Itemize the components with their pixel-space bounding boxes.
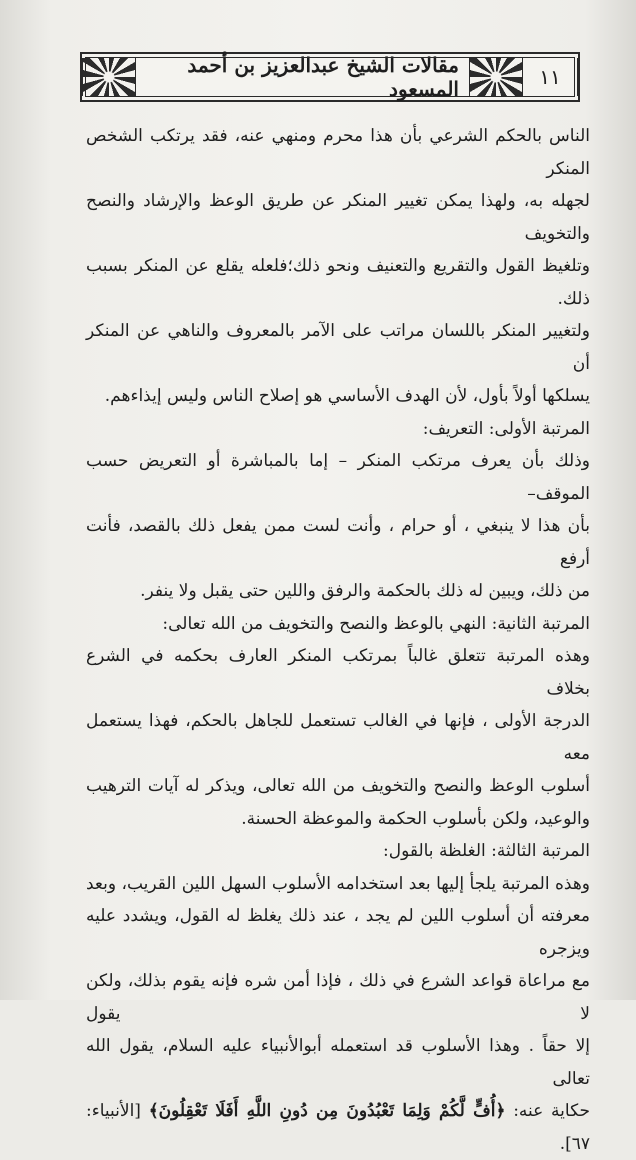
text-line: معرفته أن أسلوب اللين لم يجد ، عند ذلك يغلظ له القول، ويشدد عليه ويزجره <box>86 906 590 959</box>
text-line: لجهله به، ولهذا يمكن تغيير المنكر عن طريق الوعظ والإرشاد والنصح والتخويف <box>86 191 590 244</box>
ornament-right-icon <box>469 58 523 96</box>
text-line: وهذه المرتبة يلجأ إليها بعد استخدامه الأسلوب السهل اللين القريب، وبعد <box>86 873 590 894</box>
page-body <box>86 120 590 1160</box>
text-line: وذلك بأن يعرف مرتكب المنكر – إما بالمباشرة أو التعريض حسب الموقف– <box>86 451 590 504</box>
page-header <box>80 52 580 102</box>
text-line: وهذه المرتبة تتعلق غالباً بمرتكب المنكر العارف بحكمه في الشرع بخلاف <box>86 646 590 699</box>
text-line: يسلكها أولاً بأول، لأن الهدف الأساسي هو إصلاح الناس وليس إيذاءهم. <box>104 386 590 406</box>
text-line: بأن هذا لا ينبغي ، أو حرام ، وأنت لست ممن يفعل ذلك بالقصد، فأنت أرفع <box>86 516 590 569</box>
text-line: من ذلك، ويبين له ذلك بالحكمة والرفق واللين حتى يقبل ولا ينفر. <box>140 581 590 601</box>
text-line: أسلوب الوعظ والنصح والتخويف من الله تعالى، ويذكر له آيات الترهيب <box>86 776 590 796</box>
text-line: الناس بالحكم الشرعي بأن هذا محرم ومنهي عنه، فقد يرتكب الشخص المنكر <box>86 126 590 179</box>
ornament-left-icon <box>82 58 136 96</box>
text-line: مع مراعاة قواعد الشرع في ذلك ، فإذا أمن شره فإنه يقوم بذلك، ولكن لا يقول <box>86 971 590 1024</box>
text-line: الدرجة الأولى ، فإنها في الغالب تستعمل للجاهل بالحكم، فهذا يستعمل معه <box>86 711 590 764</box>
last-line-quran: ﴿أُفٍّ لَّكُمْ وَلِمَا تَعْبُدُونَ مِن دُونِ اللَّهِ أَفَلَا تَعْقِلُونَ﴾ <box>148 1101 506 1121</box>
text-line-quran <box>86 1095 590 1160</box>
text-line: المرتبة الأولى: التعريف: <box>422 418 590 439</box>
last-line-prefix: حكاية عنه: <box>505 1101 590 1121</box>
running-title: مقالات الشيخ عبدالعزيز بن أحمد المسعود <box>187 53 459 101</box>
text-line: إلا حقاً . وهذا الأسلوب قد استعمله أبوالأنبياء عليه السلام، يقول الله تعالى <box>86 1036 590 1089</box>
text-line: والوعيد، ولكن بأسلوب الحكمة والموعظة الحسنة. <box>241 808 590 829</box>
text-line: المرتبة الثالثة: الغلظة بالقول: <box>382 841 590 861</box>
last-line-reference: [الأنبياء: ٦٧]. <box>86 1101 590 1154</box>
page-number: ١١ <box>523 58 578 96</box>
text-line: ولتغيير المنكر باللسان مراتب على الآمر بالمعروف والناهي عن المنكر أن <box>86 321 590 374</box>
text-line: وتلغيظ القول والتقريع والتعنيف ونحو ذلك؛فلعله يقلع عن المنكر بسبب ذلك. <box>86 256 590 309</box>
text-line: المرتبة الثانية: النهي بالوعظ والنصح والتخويف من الله تعالى: <box>162 613 590 634</box>
